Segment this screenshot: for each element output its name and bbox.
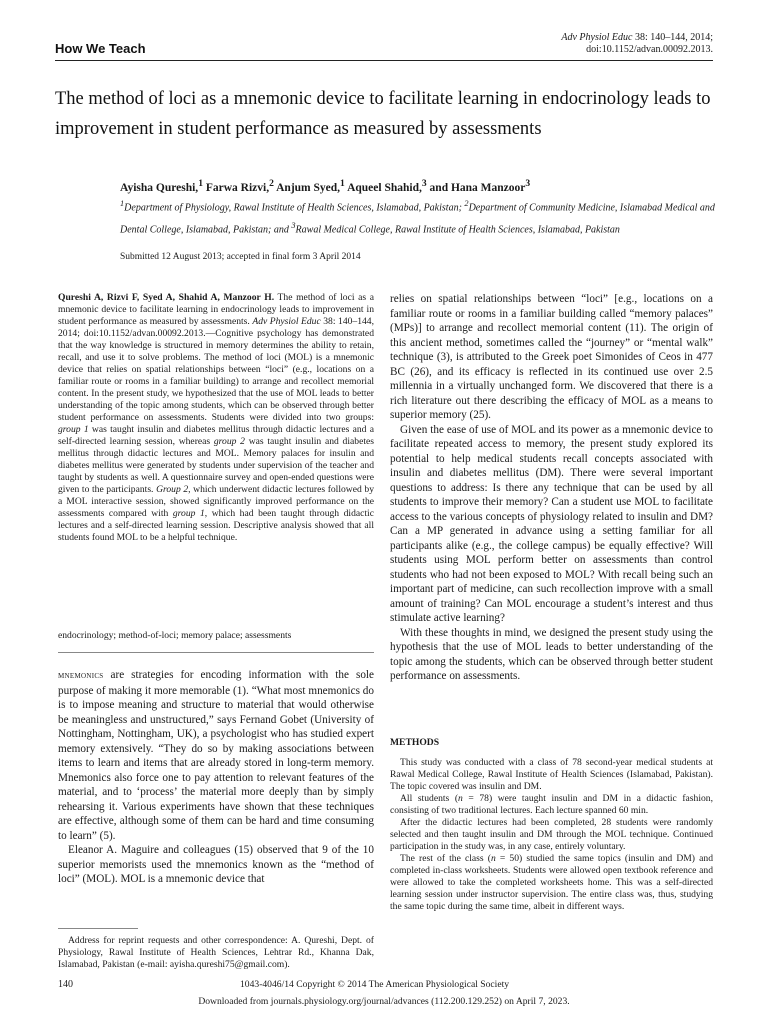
affiliation-1: Department of Physiology, Rawal Institute of Health Sciences, Islamabad, Pakistan; xyxy=(124,202,465,214)
affiliation-sup: 2 xyxy=(464,199,469,208)
abstract-group-ref: group 1 xyxy=(58,424,89,435)
footnote-text: Address for reprint requests and other correspondence: A. Qureshi, Dept. of Physiology, Rawal Institute of Health Sciences, Lehtrar Rd., Khanna Dak, Islamabad, Pakistan (e-mail: ayisha.qureshi75@gmail.com). xyxy=(58,935,374,970)
abstract-group-ref: group 2 xyxy=(213,436,245,447)
abstract-text: was taught insulin and diabetes mellitus through didactic lectures and a self-directed learning session, whereas xyxy=(58,424,374,447)
journal-doi: doi:10.1152/advan.00092.2013. xyxy=(586,44,713,55)
abstract-group-ref: Group 2 xyxy=(156,484,189,495)
author-affiliation-sup: 2 xyxy=(269,178,274,189)
methods-text-part: All students ( xyxy=(400,793,459,804)
author-name: Farwa Rizvi, xyxy=(202,181,270,194)
page-number: 140 xyxy=(58,979,73,990)
affiliation-2: Department of Community Medicine, Islamabad Medical and Dental College, Islamabad, Pakistan; and xyxy=(120,202,715,236)
author-name: Aqueel Shahid, xyxy=(344,181,422,194)
article-title: The method of loci as a mnemonic device to facilitate learning in endocrinology leads to improvement in student performance as measured by assessments xyxy=(55,89,711,139)
methods-paragraph: This study was conducted with a class of 78 second-year medical students at Rawal Medical College, Rawal Institute of Health Sciences (Islamabad, Pakistan). The topic covered was insulin and DM. xyxy=(390,757,713,792)
intro-paragraph: relies on spatial relationships between “loci” [e.g., locations on a familiar route or rooms in a familiar building called “memory palaces” (MPs)] to arrange and recollect memorial content (11). The origin of this ancient method, sometimes called the “journey” or “mental walk” technique (3), is attributed to the Greek poet Simonides of Ceos in 477 BC (26), and its efficacy is reflected in its continued use over 2.5 millennia in a virtually unchanged form. We discovered that there is a rich literature out there describing the efficacy of MOL as a means to superior memory (25). xyxy=(390,293,713,421)
methods-text xyxy=(390,757,713,913)
sample-size-symbol: n xyxy=(458,793,463,804)
methods-text-part: = 78) were taught insulin and DM in a didactic fashion, consisting of two traditional lectures. Each lecture spanned 60 min. xyxy=(390,793,713,816)
abstract-group-ref: group 1 xyxy=(172,508,205,519)
affiliation-3: Rawal Medical College, Rawal Institute of Health Sciences, Islamabad, Pakistan xyxy=(295,224,620,236)
author-name: Anjum Syed, xyxy=(273,181,341,194)
affiliation-sup: 3 xyxy=(291,221,296,231)
abstract-text: Cognitive psychology has demonstrated that the way knowledge is structured in memory determines the ability to retain, recall, and use it to solve problems. The method of loci (MOL) is a mnemonic device that relies on spatial relationships between “loci” (e.g., locations on a familiar route or rooms in a familiar building) to arrange and recollect memorial content. In the present study, we hypothesized that the use of MOL leads to better understanding of the topic among students, which can be observed through better student performance on assessments. Students were divided into two groups: xyxy=(58,328,374,423)
methods-heading: METHODS xyxy=(390,737,440,748)
abstract-citation-doi: 38: 140–144, 2014; doi:10.1152/advan.00092.2013.— xyxy=(58,316,374,339)
affiliations xyxy=(120,195,720,240)
methods-text-part: = 50) studied the same topics (insulin and DM) and completed in-class worksheets. Students were allowed open textbook reference and were allowed to take the completed worksheets home. This was a self-directed learning session under instructor supervision. The entire class was, thus, studying the same topic during the same time, albeit in different ways. xyxy=(390,853,713,912)
copyright-line: 1043-4046/14 Copyright © 2014 The American Physiological Society xyxy=(240,979,510,990)
journal-citation xyxy=(561,32,713,56)
keywords: endocrinology; method-of-loci; memory palace; assessments xyxy=(58,630,292,641)
download-notice: Downloaded from journals.physiology.org/journal/advances (112.200.129.252) on April 7, 2023. xyxy=(198,996,570,1007)
author-name: and Hana Manzoor xyxy=(426,181,526,194)
journal-name: Adv Physiol Educ xyxy=(561,32,633,43)
abstract-text: was taught insulin and diabetes mellitus through didactic lectures and MOL. Memory palaces for insulin and diabetes mellitus were generated by students under supervision of the teacher and taught by students as well. A questionnaire survey and open-ended questions were given to the participants. xyxy=(58,436,374,495)
methods-paragraph xyxy=(390,853,713,913)
abstract-citation-title: The method of loci as a mnemonic device to facilitate learning in endocrinology leads to improvement in student performance as measured by assessments. xyxy=(58,292,375,327)
intro-paragraph: Eleanor A. Maguire and colleagues (15) observed that 9 of the 10 superior memorists used the mnemonics known as the “method of loci” (MOL). MOL is a mnemonic device that xyxy=(58,844,374,885)
introduction xyxy=(58,668,374,887)
methods-paragraph xyxy=(390,793,713,817)
intro-paragraph xyxy=(58,668,374,843)
intro-paragraph: Given the ease of use of MOL and its power as a mnemonic device to facilitate repeated access to memory, the present study explored its potential to help medical students recall concepts associated with insulin and diabetes mellitus (DM). There were several important questions to address: Is there any technique that can be used by all students to improve their memory? Can a student use MOL to facilitate access to the various concepts of physiology related to insulin and DM? Can a MP generated in advance using a setting familiar for all participants alike (e.g., the college campus) be equally effective? Will students using MOL perform better on assessments than control students who had not been exposed to MOL? With recall being such an important part of medicine, can such recollection improve with a small amount of training? Can MOL encourage a student’s interest and thus stimulate active learning? xyxy=(390,423,713,624)
keywords-rule xyxy=(58,652,374,653)
affiliation-sup: 1 xyxy=(120,199,125,208)
header-rule xyxy=(55,60,713,61)
methods-paragraph: After the didactic lectures had been completed, 28 students were randomly selected and then taught insulin and DM through the MOL technique. Continued participation in the study was, in any case, entirely voluntary. xyxy=(390,817,713,852)
section-label: How We Teach xyxy=(55,41,146,56)
submission-dates: Submitted 12 August 2013; accepted in final form 3 April 2014 xyxy=(120,252,361,262)
author-list xyxy=(120,178,530,194)
abstract-citation-journal: Adv Physiol Educ xyxy=(252,316,321,327)
journal-volume: 38: 140–144, 2014; xyxy=(632,32,713,43)
intro-lead-word: mnemonics xyxy=(58,670,104,681)
abstract-text: , which underwent didactic lectures followed by a MOL interactive session, showed significantly improved performance on the assessments compared with xyxy=(58,484,374,519)
author-affiliation-sup: 1 xyxy=(198,178,203,189)
intro-paragraph: With these thoughts in mind, we designed the present study using the hypothesis that the use of MOL leads to better understanding of the topic among the students, which can be observed through better student performance on assessments. xyxy=(390,626,713,682)
abstract-text: , which had been taught through didactic lectures and a self-directed learning session. Descriptive analysis showed that all students found MOL to be a helpful technique. xyxy=(58,508,374,543)
intro-paragraph-text: are strategies for encoding information with the sole purpose of making it more memorable (1). “What most mnemonics do is to impose meaning and structure to material that would otherwise be meaningless and unstructured,” says Fernand Gobet (University of Nottingham, Nottingham, UK), a psychologist who has studied expert memory extensively. “They do so by making associations between items to learn and items that are already stored in long-term memory. Mnemonics also force one to pay attention to relevant features of the material, and to ‘process’ the material more deeply than by simply rehearsing it. Various experiments have shown that these techniques are effective, although some of them can be hard and time consuming to learn” (5). xyxy=(58,669,374,842)
methods-text-part: The rest of the class ( xyxy=(400,853,491,864)
correspondence-footnote xyxy=(58,935,374,971)
abstract-citation-authors: Qureshi A, Rizvi F, Syed A, Shahid A, Manzoor H. xyxy=(58,292,275,303)
introduction-continued xyxy=(390,292,713,684)
footnote-rule xyxy=(58,928,138,929)
author-affiliation-sup: 3 xyxy=(525,178,531,189)
abstract xyxy=(58,292,374,544)
sample-size-symbol: n xyxy=(490,853,496,864)
author-affiliation-sup: 3 xyxy=(421,178,427,189)
author-affiliation-sup: 1 xyxy=(340,178,345,189)
author-name: Ayisha Qureshi, xyxy=(120,181,199,194)
